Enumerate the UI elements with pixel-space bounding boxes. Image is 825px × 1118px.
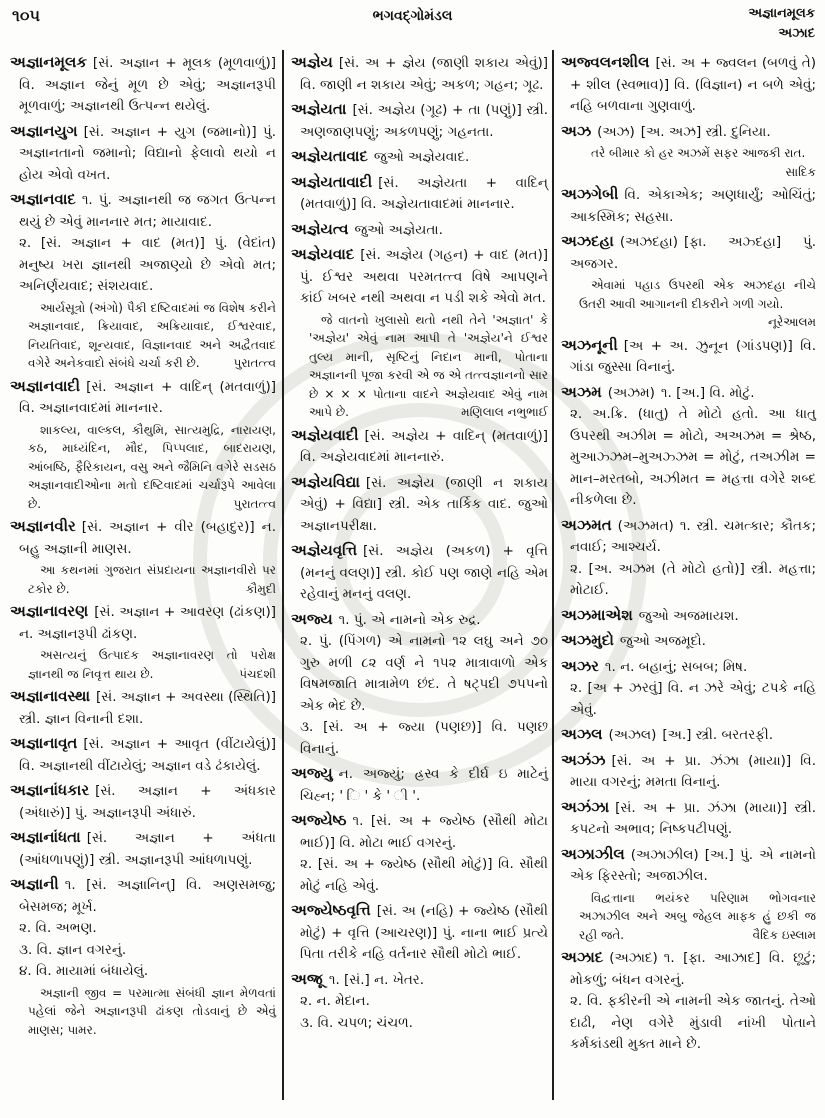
dictionary-entry bbox=[291, 609, 548, 761]
dictionary-entry bbox=[291, 219, 548, 242]
dictionary-entry bbox=[291, 763, 548, 807]
dictionary-entry bbox=[561, 121, 816, 182]
headword: અઝમત bbox=[561, 515, 612, 534]
running-title: ભગવદ્ગોમંડલ bbox=[372, 8, 453, 24]
quote-source: મણિલાલ નભુભાઈ bbox=[461, 405, 548, 419]
citation-quote bbox=[10, 299, 276, 373]
dictionary-entry bbox=[561, 184, 816, 228]
sense bbox=[291, 969, 548, 992]
headword: અજ્ઞાનાંધતા bbox=[10, 828, 81, 846]
sense bbox=[291, 52, 548, 96]
definition: [અ.] સ્ત્રી. બરતરફી. bbox=[662, 727, 774, 743]
headword: અજ્ઞાનવીર bbox=[10, 517, 76, 535]
column-divider bbox=[282, 50, 284, 1100]
quote-source: નૂરેઆલમ bbox=[768, 315, 816, 329]
dictionary-entry bbox=[291, 52, 548, 96]
sense bbox=[291, 763, 548, 807]
definition: [સં. અ + પ્રા. ઝંઝા (માયા)] સ્ત્રી. કપટનો અભાવ; નિષ્કપટીપણું. bbox=[570, 799, 816, 837]
sense bbox=[291, 172, 548, 216]
sense bbox=[561, 947, 816, 991]
cross-reference: જુઓ અજમૂદો. bbox=[619, 633, 706, 649]
dictionary-entry bbox=[291, 172, 548, 216]
headword: અજ્વલનશીલ bbox=[561, 53, 650, 71]
sense: ૨. [અ + ઝરવું] વિ. ન ઝરે એવું; ટપકે નહિ એવું. bbox=[570, 680, 816, 718]
sense bbox=[291, 146, 548, 169]
definition: ૧. ન. બહાનું; સબબ; મિષ. bbox=[604, 658, 748, 675]
sense: ૨. વિ. ફકીરની એ નામની એક જાતનું. તેઓ દાઢી, નેણ વગેરે મુંડાવી નાંખી પોતાને કર્મકાંડથી મુક્ત માને છે. bbox=[570, 993, 816, 1052]
cross-reference: જુઓ અજમાયશ. bbox=[638, 607, 739, 624]
headword: અજ્ઞેયવિદ્યા bbox=[291, 472, 360, 491]
sense: ૨. વિ. અભણ. bbox=[19, 920, 97, 936]
sense bbox=[10, 686, 276, 730]
citation-quote bbox=[10, 646, 276, 683]
citation-quote bbox=[10, 984, 276, 1040]
sense: ૩. વિ. જ્ઞાન વગરનું. bbox=[19, 941, 127, 958]
headword: અજ્ઞાની bbox=[10, 875, 59, 893]
dictionary-entry bbox=[291, 900, 548, 966]
quote-text: આ કથનમાં ગુજરાત સંપ્રદાયના અજ્ઞાનવીરો પર ટકોર છે. bbox=[28, 563, 276, 596]
definition: [સં. અજ્ઞાન + અંધકાર (અંધારું)] પું. અજ્ઞાનરૂપી અંધારું. bbox=[19, 783, 276, 821]
quote-source: પંચદશી bbox=[239, 666, 276, 681]
definition: [સં. અજ્ઞેયતા + વાદિન્ (મતવાળું)] વિ. અજ્ઞેયતાવાદમાં માનનાર. bbox=[300, 174, 548, 212]
sense bbox=[561, 844, 816, 888]
headword-variant: (અઝ) bbox=[597, 123, 635, 140]
headword: અજ્ઞેયતાવાદ bbox=[291, 147, 368, 165]
quote-text: આર્યસૂત્રો (અંગો) પૈકી દષ્ટિવાદમાં જ વિશેષ કરીને અજ્ઞાનવાદ, ક્રિયાવાદ, અક્રિયાવાદ, ઈશ્વરવાદ, નિયતિવાદ, શૂન્યવાદ, વિજ્ઞાનવાદ અને અદ્વૈતવાદ વગેરે અનેકવાદો સંબંધે ચર્ચા કરી છે. bbox=[28, 300, 276, 370]
definition: [સં. અજ્ઞાન + વાદિન્ (મતવાળું)] વિ. અજ્ઞાનવાદમાં માનનાર. bbox=[19, 378, 276, 416]
quote-source: વૈદિક ઇસ્લામ bbox=[752, 927, 816, 942]
quote-text: એવામાં પહાડ ઉપરથી એક અઝદહા નીચે ઉતરી આવી આગાનની દીકરીને ગળી ગયો. bbox=[579, 278, 816, 311]
dictionary-entry bbox=[561, 630, 816, 653]
headword: અજ્ઞેયવૃત્તિ bbox=[291, 541, 358, 559]
sense bbox=[10, 376, 276, 420]
sense bbox=[291, 810, 548, 854]
headword: અજ્ઞેયતાવાદી bbox=[291, 172, 373, 191]
headword: અઝમ bbox=[561, 382, 602, 401]
definition: ૧. પું. એ નામનો એક રુદ્ર. bbox=[338, 611, 481, 628]
dictionary-entry bbox=[561, 515, 816, 602]
sense bbox=[561, 750, 816, 794]
dictionary-entry bbox=[561, 52, 816, 118]
sense bbox=[291, 900, 548, 966]
sense bbox=[561, 605, 816, 628]
definition: [સં. અજ્ઞાન + વીર (બહાદુર)] ન. બહુ અજ્ઞાની માણસ. bbox=[19, 519, 276, 557]
definition: ૧. સ્ત્રી. ચમત્કાર; કૌતક; નવાઈ; આશ્ચર્ય. bbox=[570, 517, 816, 555]
definition: ૧. [ફા. આઝાદ] વિ. છૂટું; મોકળું; બંધન વગરનું. bbox=[570, 950, 816, 988]
quote-source: પુરાતત્ત્વ bbox=[233, 496, 276, 511]
definition: ૧. [સં. અ + જ્યેષ્ઠ (સૌથી મોટા ભાઈ)] વિ. મોટા ભાઈ વગરનું. bbox=[300, 813, 548, 851]
sense bbox=[291, 472, 548, 538]
sense bbox=[561, 231, 816, 275]
column-divider bbox=[552, 50, 554, 1100]
headword-variant: (અઝલ) bbox=[608, 727, 657, 743]
dictionary-entry bbox=[10, 780, 276, 824]
headword: અજ્ય bbox=[291, 609, 333, 628]
dictionary-entry bbox=[291, 540, 548, 606]
dictionary-entry bbox=[291, 969, 548, 1035]
sense: ૩. વિ. ચપળ; ચંચળ. bbox=[300, 1014, 413, 1031]
definition: [અ.] પું. એ નામનો એક ફિરસ્તો; અજાઝીલ. bbox=[570, 846, 816, 884]
definition: [સં. અજ્ઞાન + આવરણ (ઢાંકણ)] ન. અજ્ઞાનરૂપી ઢાંકણ. bbox=[19, 604, 276, 642]
sense bbox=[561, 797, 816, 841]
definition: [સં. અજ્ઞેય (જાણી ન શકાય એવું) + વિદ્યા] સ્ત્રી. એક તાર્કિક વાદ. જુઓ અજ્ઞાનપરીક્ષા. bbox=[300, 474, 548, 534]
cross-reference: જુઓ અજ્ઞેયવાદ. bbox=[373, 149, 470, 165]
column-3 bbox=[561, 52, 816, 1059]
headword: અજ્યેષ્ઠવૃત્તિ bbox=[291, 901, 371, 919]
headword: અજ્ઞાનવાદી bbox=[10, 376, 81, 395]
dictionary-entry bbox=[10, 733, 276, 777]
headword: અજ્ઞાનાવરણ bbox=[10, 602, 89, 620]
headword: અઝલ bbox=[561, 725, 603, 743]
sense bbox=[10, 827, 276, 871]
dictionary-entry bbox=[291, 810, 548, 897]
headword: અજ્ઞેયવાદી bbox=[291, 425, 359, 444]
headword: અજ્ઞાનયુગ bbox=[10, 121, 78, 140]
headword-variant: (અઝમ) bbox=[607, 384, 655, 401]
sense bbox=[291, 609, 548, 632]
sense bbox=[10, 733, 276, 777]
sense: ૨. [અ. અઝમ (તે મોટો હતો)] સ્ત્રી. મહત્તા; મોટાઈ. bbox=[570, 560, 816, 598]
headword: અજ્ઞાનવાદ bbox=[10, 190, 76, 208]
dictionary-entry bbox=[10, 686, 276, 730]
sense bbox=[291, 244, 548, 310]
sense bbox=[10, 601, 276, 645]
dictionary-entry bbox=[291, 425, 548, 469]
quote-source: કૌમુદી bbox=[245, 581, 276, 596]
definition: [અ + અ. ઝુનૂન (ગાંડપણ)] વિ. ગાંડા જુસ્સા વિનાનું. bbox=[570, 337, 816, 375]
dictionary-entry bbox=[291, 146, 548, 169]
page-number: ૧૦૫ bbox=[12, 6, 40, 25]
cross-reference: જુઓ અજ્ઞેયતા. bbox=[354, 221, 443, 238]
sense bbox=[561, 656, 816, 679]
definition: [સં. અજ્ઞેય (ગહન) + વાદ (મત)] પું. ઈશ્વર અથવા પરમતત્ત્વ વિષે આપણને કાંઈ ખબર નથી અથવા ન પડી શકે એવો મત. bbox=[300, 247, 548, 306]
citation-quote bbox=[10, 561, 276, 598]
headword: અજ્ઞાનાવસ્થા bbox=[10, 687, 91, 705]
dictionary-entry bbox=[561, 947, 816, 1056]
guide-word-last: અઝાદ bbox=[778, 26, 815, 41]
sense bbox=[291, 99, 548, 143]
dictionary-entry bbox=[10, 189, 276, 373]
headword-variant: (અઝમત) bbox=[617, 517, 674, 534]
quote-source: સાદિક bbox=[785, 164, 816, 179]
headword: અઝ bbox=[561, 121, 592, 140]
headword: અઝર bbox=[561, 656, 599, 675]
dictionary-entry bbox=[561, 382, 816, 512]
dictionary-entry bbox=[10, 827, 276, 871]
dictionary-entry bbox=[561, 724, 816, 747]
sense: ૩. [સં. અ + જ્યા (પણછ)] વિ. પણછ વિનાનું. bbox=[300, 719, 548, 757]
headword: અઝંઝ bbox=[561, 750, 606, 769]
sense bbox=[561, 121, 816, 144]
definition: [સં. અજ્ઞાન + આવૃત (વીંટાયેલું)] વિ. અજ્ઞાનથી વીંટાયેલું; અજ્ઞાન વડે ઢંકાયેલું. bbox=[19, 736, 276, 774]
dictionary-entry bbox=[561, 797, 816, 841]
definition: ૧. [સં. અજ્ઞાનિન્] વિ. અણસમજુ; બેસમજ; મૂર્ખ. bbox=[19, 877, 276, 915]
definition: [સં. અ + જ્ઞેય (જાણી શકાય એવું)] વિ. જાણી ન શકાય એવું; અકળ; ગહન; ગૂઢ. bbox=[300, 55, 548, 93]
headword: અજ્ઞાનાંધકાર bbox=[10, 781, 90, 799]
headword-variant: (અઝાઝીલ) bbox=[630, 846, 699, 863]
sense: ૪. વિ. માયામાં બંધાયેલું. bbox=[19, 963, 149, 979]
definition: [સં. અ + જ્વલન (બળવું તે) + શીલ (સ્વભાવ)] વિ. (વિજ્ઞાન) ન બળે એવું; નહિ બળવાના ગુણવાળું. bbox=[570, 55, 816, 114]
quote-text: અજ્ઞાની જીવ = પરમાત્મા સંબંધી જ્ઞાન મેળવતાં પહેલાં જેને અજ્ઞાનરૂપી ઢાંકણ તોડવાનું છે એવું માણસ; પામર. bbox=[28, 985, 276, 1037]
dictionary-entry bbox=[10, 516, 276, 598]
dictionary-entry bbox=[291, 99, 548, 143]
headword-variant: (અઝાદ) bbox=[609, 950, 658, 966]
headword: અઝદહા bbox=[561, 232, 614, 250]
sense bbox=[561, 382, 816, 405]
headword: અજ્રૂ bbox=[291, 969, 323, 988]
citation-quote bbox=[291, 311, 548, 422]
sense: ૨. પું. (પિંગળ) એ નામનો ૧૨ લઘુ અને ૭૦ ગુરુ મળી ૮૨ વર્ણ ને ૧૫૨ માત્રાવાળો એક વિષમજાતિ માત્રામેળ છંદ. તે ષટ્પદી ૭૫૫નો એક ભેદ છે. bbox=[300, 633, 548, 714]
headword: અઝગેબી bbox=[561, 185, 619, 203]
dictionary-entry bbox=[561, 231, 816, 332]
headword: અજ્ઞેયત્વ bbox=[291, 219, 349, 238]
definition: ૧. પું. અજ્ઞાનથી જ જગત ઉત્પન્ન થયું છે એવું માનનાર મત; માયાવાદ. bbox=[19, 192, 276, 230]
sense: ૨. [સં. અજ્ઞાન + વાદ (મત)] પું. (વેદાંત) મનુષ્ય ખરા જ્ઞાનથી અજાણ્યો છે એવો મત; અનિર્ણયવાદ; સંશયવાદ. bbox=[19, 235, 276, 294]
headword: અજ્ઞેયતા bbox=[291, 100, 347, 118]
headword: અઝાદ bbox=[561, 948, 604, 966]
quote-source: પુરાતત્ત્વ bbox=[233, 356, 276, 370]
headword: અઝંઝા bbox=[561, 797, 610, 816]
sense bbox=[10, 516, 276, 560]
guide-word-first: અજ્ઞાનમૂલક bbox=[748, 6, 815, 21]
definition: [સં. અજ્ઞેય (ગૂઢ) + તા (પણું)] સ્ત્રી. અણજાણપણું; અકળપણું; ગહનતા. bbox=[300, 102, 548, 140]
definition: [સં. અજ્ઞાન + યુગ (જમાનો)] પું. અજ્ઞાનતાનો જમાનો; વિદ્યાનો ફેલાવો થયો ન હોય એવો વખત. bbox=[19, 123, 276, 183]
sense bbox=[561, 515, 816, 559]
dictionary-entry bbox=[291, 244, 548, 422]
quote-text: વિદ્વત્તાના ભયંકર પરિણામ ભોગવનાર અઝાઝીલ અને અબુ જેહલ માફક હું છકી જ રહી જતે. bbox=[579, 890, 816, 942]
definition: ૧. [અ.] વિ. મોટું. bbox=[660, 384, 755, 401]
sense: ૨. [સં. અ + જ્યેષ્ઠ (સૌથી મોટું)] વિ. સૌથી મોટું નહિ એવું. bbox=[300, 856, 548, 894]
dictionary-entry bbox=[561, 750, 816, 794]
citation-quote bbox=[561, 144, 816, 181]
definition: [અ. અઝ] સ્ત્રી. દુનિયા. bbox=[640, 123, 771, 140]
sense bbox=[10, 121, 276, 187]
dictionary-entry bbox=[561, 335, 816, 379]
headword: અજ્ઞાનાવૃત bbox=[10, 734, 78, 752]
sense bbox=[561, 335, 816, 379]
sense: ૨. અ.ક્રિ. (ધાતુ) તે મોટો હતો. આ ધાતુ ઉપરથી અઝીમ = મોટો, અઅઝમ = શ્રેષ્ઠ, મુઆઝ્ઝમ–મુઅઝ્ઝમ = મોટું, તઅઝીમ = માન–મરતબો, અઝીમત = મહત્તા વગેરે શબ્દ નીકળેલા છે. bbox=[570, 406, 816, 508]
quote-text: શાકલ્ય, વાલ્કલ, કૌથુમિ, સાત્યમુદ્રિ, નારાયણ, કઠ, માધ્યંદિન, મૌદ, પિપ્પલાદ, બાદરાયણ, આંબષ્ઠિ, ફૈરિકાયન, વસુ અને જૈમિનિ વગેરે સડસઠ અજ્ઞાનવાદીઓના મતો દષ્ટિવાદમાં ચર્ચારૂપે આવેલા છે. bbox=[28, 422, 276, 511]
headword: અજ્ઞેયવાદ bbox=[291, 245, 355, 263]
column-1 bbox=[10, 52, 276, 1042]
dictionary-entry bbox=[10, 52, 276, 118]
sense bbox=[291, 540, 548, 606]
sense bbox=[291, 219, 548, 242]
definition: ૧. [સં.] ન. ખેતર. bbox=[328, 971, 425, 988]
sense bbox=[561, 724, 816, 747]
dictionary-entry bbox=[561, 844, 816, 945]
headword: અજ્ઞેય bbox=[291, 53, 333, 71]
guide-words bbox=[748, 4, 815, 44]
sense bbox=[561, 184, 816, 228]
headword: અઝાઝીલ bbox=[561, 844, 625, 863]
quote-text: તરે બીમાર કો હર અઝમેં સફર આજકી રાત. bbox=[591, 146, 806, 160]
sense bbox=[10, 52, 276, 118]
definition: [સં. અ + પ્રા. ઝંઝા (માયા)] વિ. માયા વગરનું; મમતા વિનાનું. bbox=[570, 752, 816, 790]
column-2 bbox=[291, 52, 548, 1037]
definition: [સં. અજ્ઞાન + મૂલક (મૂળવાળું)] વિ. અજ્ઞાન જેનું મૂળ છે એવું; અજ્ઞાનરૂપી મૂળવાળું; અજ્ઞાનથી ઉત્પન્ન થયેલું. bbox=[19, 55, 276, 114]
headword: અજ્યેષ્ઠ bbox=[291, 811, 347, 829]
sense bbox=[10, 874, 276, 918]
sense bbox=[10, 780, 276, 824]
definition: [સં. અ (નહિ) + જ્યેષ્ઠ (સૌથી મોટું) + વૃત્તિ (આચરણ)] પું. નાના ભાઈ પ્રત્યે પિતા તરીકે નહિ વર્તનાર સૌથી મોટો ભાઈ. bbox=[300, 903, 548, 962]
definition: ન. અજ્યું; હ્રસ્વ કે દીર્ઘ ઇ માટેનું ચિહ્ન; ' િ ' કે ' ી '. bbox=[300, 766, 548, 804]
definition: [સં. અજ્ઞાન + અંધતા (આંધળાપણું)] સ્ત્રી. અજ્ઞાનરૂપી આંધળાપણું. bbox=[19, 830, 276, 868]
sense bbox=[561, 52, 816, 118]
definition: [ફા. અઝ્દહા] પું. અજગર. bbox=[570, 234, 816, 272]
headword: અઝમુદો bbox=[561, 631, 614, 649]
headword: અઝનૂની bbox=[561, 335, 618, 354]
headword: અજ્યુ bbox=[291, 764, 333, 782]
citation-quote bbox=[561, 276, 816, 332]
dictionary-entry bbox=[10, 874, 276, 1039]
sense bbox=[291, 425, 548, 469]
dictionary-entry bbox=[10, 121, 276, 187]
headword: અજ્ઞાનમૂલક bbox=[10, 53, 87, 71]
citation-quote bbox=[561, 889, 816, 945]
definition: [સં. અજ્ઞાન + અવસ્થા (સ્થિતિ)] સ્ત્રી. જ્ઞાન વિનાની દશા. bbox=[19, 689, 276, 727]
definition: [સં. અજ્ઞેય (અકળ) + વૃત્તિ (મનનું વલણ)] સ્ત્રી. કોઈ પણ જાણે નહિ એમ રહેવાનું મનનું વલણ. bbox=[300, 543, 548, 602]
headword: અઝમાએશ bbox=[561, 605, 633, 624]
sense bbox=[561, 630, 816, 653]
definition: વિ. એકાએક; અણધાર્યું; ઓચિંતું; આકસ્મિક; સહસા. bbox=[570, 187, 816, 225]
dictionary-entry bbox=[561, 605, 816, 628]
definition: [સં. અજ્ઞેય + વાદિન્ (મતવાળું)] વિ. અજ્ઞેયવાદમાં માનનારું. bbox=[300, 427, 548, 465]
dictionary-entry bbox=[10, 376, 276, 514]
dictionary-entry bbox=[10, 601, 276, 683]
quote-text: અસત્યનું ઉત્પાદક અજ્ઞાનાવરણ તો પરોક્ષ જ્ઞાનથી જ નિવૃત્ત થાય છે. bbox=[28, 648, 276, 681]
headword-variant: (અઝદહા) bbox=[619, 234, 678, 250]
dictionary-entry bbox=[561, 656, 816, 722]
dictionary-entry bbox=[291, 472, 548, 538]
quote-text: જે વાતનો ખુલાસો થતો નથી તેને 'અજ્ઞાત' કે 'અજ્ઞેય' એવું નામ આપી તે 'અજ્ઞેય'ને ઈશ્વર તુલ્ય માની, સૃષ્ટિનું નિદાન માની, પોતાના અજ્ઞાનની પૂજા કરવી એ જ એ તત્ત્વજ્ઞાનનો સાર છે × × × પોતાના વાદને અજ્ઞેયવાદ એવું નામ આપે છે. bbox=[309, 312, 548, 419]
citation-quote bbox=[10, 421, 276, 514]
sense: ૨. ન. મેદાન. bbox=[300, 993, 370, 1009]
sense bbox=[10, 189, 276, 233]
